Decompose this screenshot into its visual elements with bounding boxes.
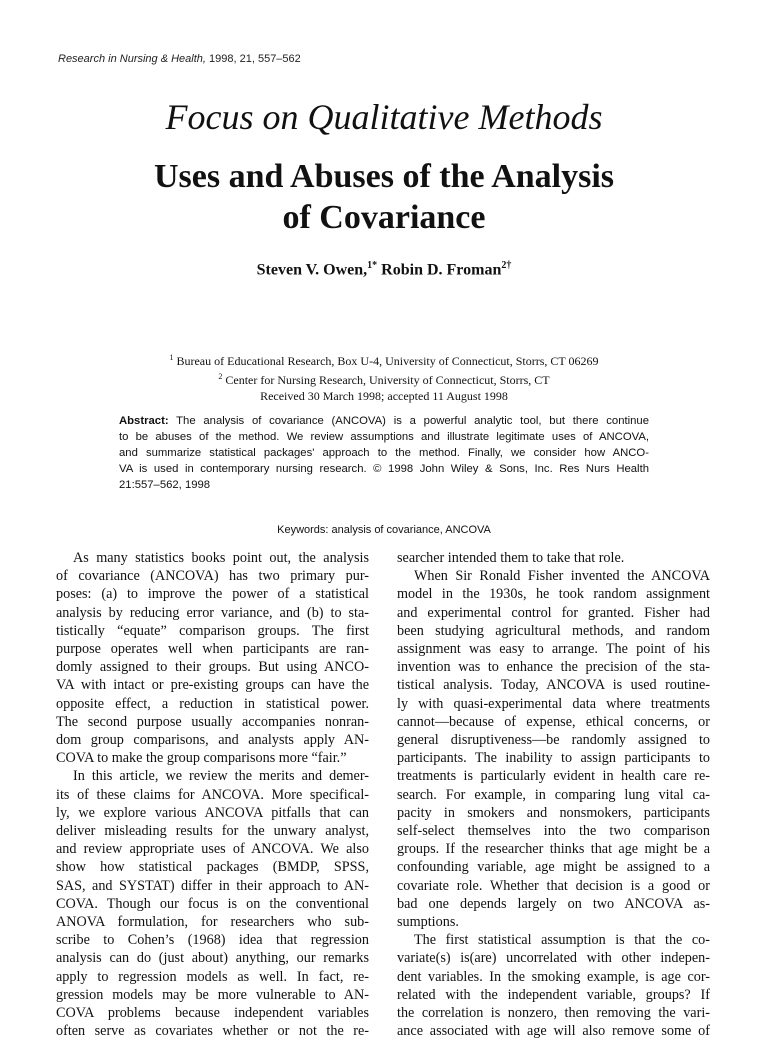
body-line: confounding variable, age might be assigned to a: [397, 859, 710, 876]
body-line: model in the 1930s, he took random assignment: [397, 586, 710, 603]
body-line: the correlation is nonzero, then removing the vari-: [397, 1005, 710, 1022]
body-line: ly with quasi-experimental data where treatments: [397, 695, 710, 712]
body-line: ance associated with age will also remove some of: [397, 1023, 710, 1040]
article-title: [0, 156, 768, 238]
series-title: Focus on Qualitative Methods: [165, 97, 603, 137]
body-line: assignment was easy to arrange. The point of his: [397, 641, 710, 658]
body-line: tistically “equate” comparison groups. The first: [56, 622, 369, 639]
affiliation-marker: 2: [218, 372, 223, 381]
body-line: When Sir Ronald Fisher invented the ANCOVA: [414, 568, 710, 585]
author-marker: 1*: [367, 260, 378, 271]
affiliation-text: Center for Nursing Research, University of Connecticut, Storrs, CT: [222, 373, 550, 387]
body-line: dom group comparisons, and analysts apply AN-: [56, 732, 369, 749]
abstract-label: Abstract:: [119, 415, 169, 427]
article-title-line-1: Uses and Abuses of the Analysis: [153, 158, 615, 195]
body-line: COVA to make the group comparisons more “fair.”: [56, 750, 347, 767]
body-line: apply to regression models as well. In fact, re-: [56, 968, 369, 985]
body-line: opposite effect, a reduction in statistical power.: [56, 695, 369, 712]
body-line: deliver misleading results for the unwary analyst,: [56, 823, 369, 840]
abstract-text: The analysis of covariance (ANCOVA) is a powerful analytic tool, but there continue: [168, 415, 649, 427]
affiliation-text: Bureau of Educational Research, Box U-4, University of Connecticut, Storrs, CT 06269: [173, 354, 599, 368]
body-line: COVA. Though our focus is on the conventional: [56, 895, 369, 912]
body-line: purpose operates well when participants are ran-: [56, 641, 369, 658]
body-line: ly, we explore various ANCOVA pitfalls that can: [56, 804, 369, 821]
body-line: show how statistical packages (BMDP, SPSS,: [56, 859, 369, 876]
author-name: Steven V. Owen,: [256, 261, 368, 279]
body-column-left: [56, 549, 369, 1040]
body-line: invention was to enhance the precision of the sta-: [397, 659, 710, 676]
body-line: In this article, we review the merits and demer-: [73, 768, 369, 785]
body-line: The first statistical assumption is that the co-: [414, 932, 710, 949]
body-line: COVA problems because independent variables: [56, 1005, 369, 1022]
body-line: dent variables. In the smoking example, is age cor-: [397, 968, 710, 985]
body-line: participants. The inability to assign participants to: [397, 750, 710, 767]
body-line: its of these claims for ANCOVA. More specifical-: [56, 786, 369, 803]
body-line: analysis can do (just about) anything, our remarks: [56, 950, 369, 967]
journal-name: Research in Nursing & Health,: [58, 53, 206, 65]
body-line: poses: (a) to improve the power of a statistical: [56, 586, 369, 603]
body-line: scribe to Cohen’s (1968) idea that regression: [56, 932, 369, 949]
abstract-line: and summarize statistical packages' approach to the method. Finally, we consider how ANCO-: [119, 447, 649, 459]
keywords: Keywords: analysis of covariance, ANCOVA: [277, 524, 491, 536]
abstract-line: 21:557–562, 1998: [119, 479, 211, 491]
journal-meta: 1998, 21, 557–562: [205, 53, 301, 65]
body-line: and experimental control for granted. Fisher had: [397, 604, 710, 621]
body-line: self-select themselves into the two comparison: [397, 823, 710, 840]
body-line: domly assigned to their groups. But using ANCO-: [56, 659, 369, 676]
body-line: general disruptiveness—be randomly assigned to: [397, 732, 710, 749]
body-line: pacity in smokers and nonsmokers, participants: [397, 804, 710, 821]
author-list: [0, 260, 768, 279]
author-marker: 2†: [501, 260, 512, 271]
body-line: As many statistics books point out, the analysis: [73, 550, 369, 566]
body-line: variate(s) is(are) uncorrelated with other indepen-: [397, 950, 710, 967]
abstract-line: VA is used in contemporary nursing research. © 1998 John Wiley & Sons, Inc. Res Nurs Health: [119, 463, 649, 475]
body-line: analysis by reducing error variance, and (b) to sta-: [56, 604, 369, 621]
body-line: related with the independent variable, groups? If: [397, 986, 710, 1003]
body-line: sumptions.: [397, 914, 459, 931]
author-name: Robin D. Froman: [377, 261, 502, 279]
affiliation-marker: 1: [169, 353, 174, 362]
body-line: often serve as covariates whether or not the re-: [56, 1023, 369, 1040]
body-line: of covariance (ANCOVA) has two primary pur-: [56, 568, 369, 585]
abstract-line: [119, 413, 649, 429]
affiliation-2: [0, 369, 768, 388]
received-dates: Received 30 March 1998; accepted 11 August 1998: [260, 389, 508, 403]
article-title-line-2: of Covariance: [282, 199, 486, 236]
abstract-line: to be abuses of the method. We review assumptions and illustrate legitimate uses of ANCOVA,: [119, 431, 649, 443]
body-line: VA with intact or pre-existing groups can have the: [56, 677, 369, 694]
body-line: tistical analysis. Today, ANCOVA is used routine-: [397, 677, 710, 694]
body-line: been studying agricultural methods, and random: [397, 622, 710, 639]
body-line: The second purpose usually accompanies nonran-: [56, 713, 369, 730]
journal-citation: [58, 53, 301, 65]
body-line: cannot—because of expense, ethical concerns, or: [397, 713, 710, 730]
abstract: [119, 413, 649, 493]
body-line: bad one depends largely on two ANCOVA as-: [397, 895, 710, 912]
body-line: treatments is particularly evident in health care re-: [397, 768, 710, 785]
affiliations: [0, 350, 768, 404]
body-line: and review appropriate uses of ANCOVA. We also: [56, 841, 369, 858]
body-column-right: [397, 549, 710, 1040]
body-line: covariate role. Whether that decision is a good or: [397, 877, 710, 894]
affiliation-1: [0, 350, 768, 369]
body-line: ANOVA formulation, for researchers who sub-: [56, 914, 369, 931]
body-line: searcher intended them to take that role.: [397, 550, 625, 566]
body-line: gression models may be more vulnerable to AN-: [56, 986, 369, 1003]
body-line: groups. If the researcher thinks that age might be a: [397, 841, 710, 858]
body-line: SAS, and SYSTAT) differ in their approach to AN-: [56, 877, 369, 894]
body-line: search. For example, in comparing lung vital ca-: [397, 786, 710, 803]
